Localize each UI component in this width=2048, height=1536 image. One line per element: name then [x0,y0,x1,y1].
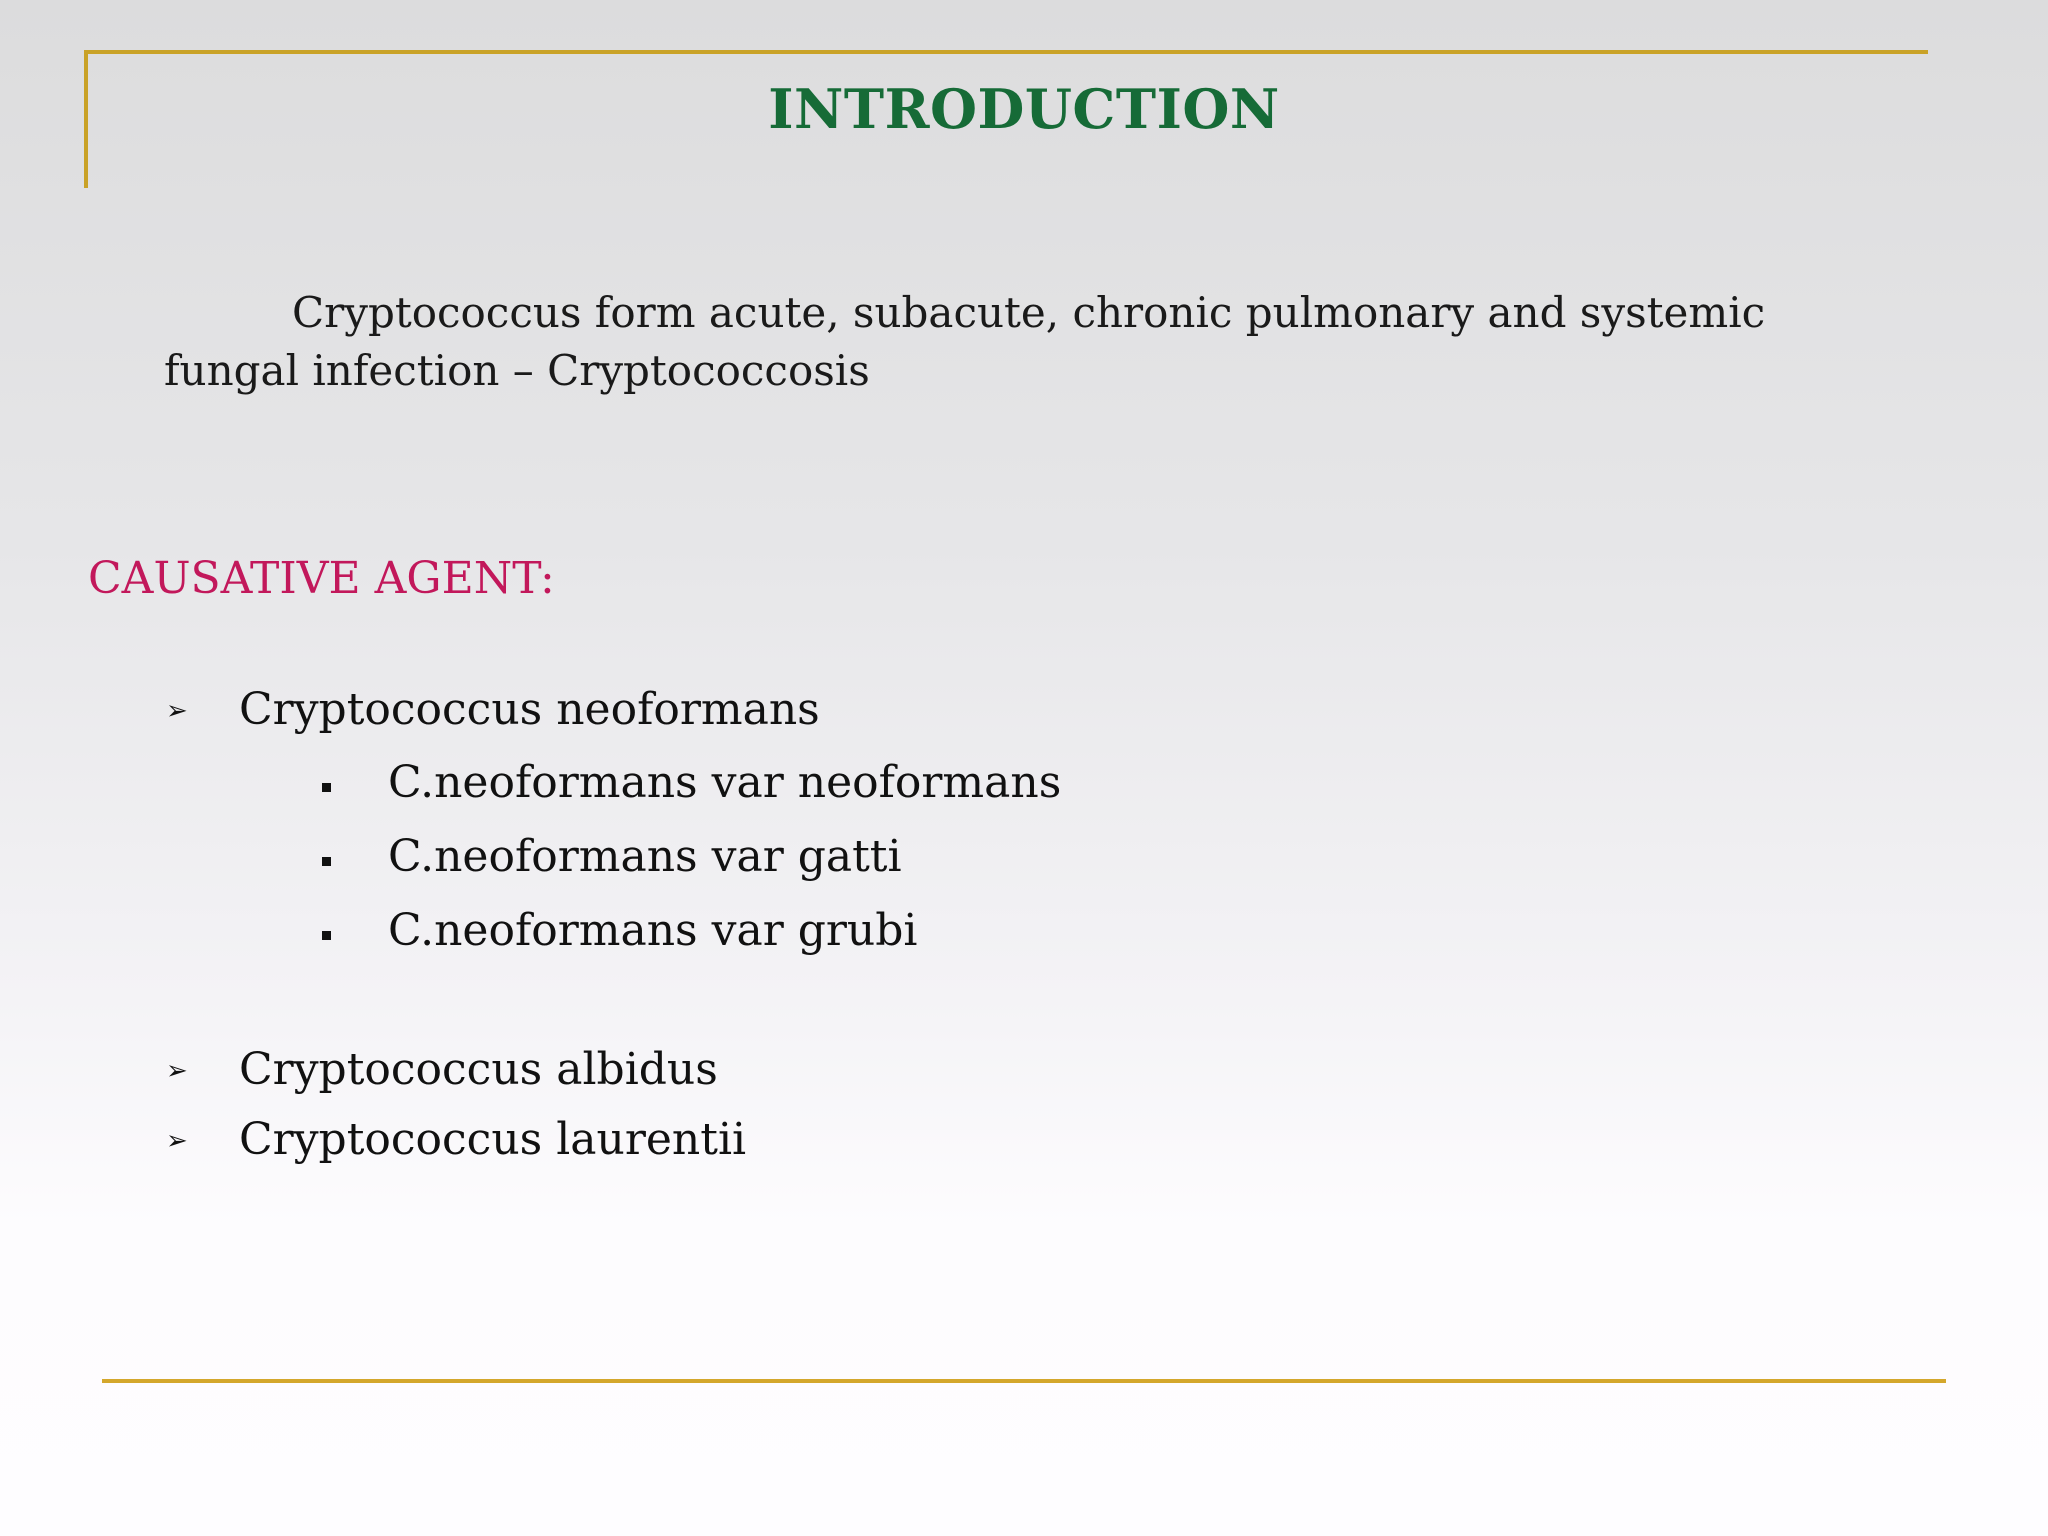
arrowhead-bullet-icon: ➢ [166,1126,188,1156]
variety-item-1: C.neoformans var neoformans [388,757,1062,808]
variety-item-2: C.neoformans var gatti [388,831,902,882]
agent-item-1: Cryptococcus neoformans [239,684,820,735]
square-bullet-icon [322,857,331,866]
arrowhead-bullet-icon: ➢ [166,1056,188,1086]
variety-item-3: C.neoformans var grubi [388,905,918,956]
frame-top-line [84,50,1928,54]
causative-agent-heading: CAUSATIVE AGENT: [88,553,555,604]
arrowhead-bullet-icon: ➢ [166,696,188,726]
square-bullet-icon [322,931,331,940]
square-bullet-icon [322,783,331,792]
agent-item-3: Cryptococcus laurentii [239,1114,747,1165]
intro-paragraph: Cryptococcus form acute, subacute, chronic pulmonary and systemic fungal infection – Cryptococcosis [164,288,1766,395]
slide-title: INTRODUCTION [768,77,1280,141]
frame-bottom-line [102,1379,1946,1383]
agent-item-2: Cryptococcus albidus [239,1044,718,1095]
